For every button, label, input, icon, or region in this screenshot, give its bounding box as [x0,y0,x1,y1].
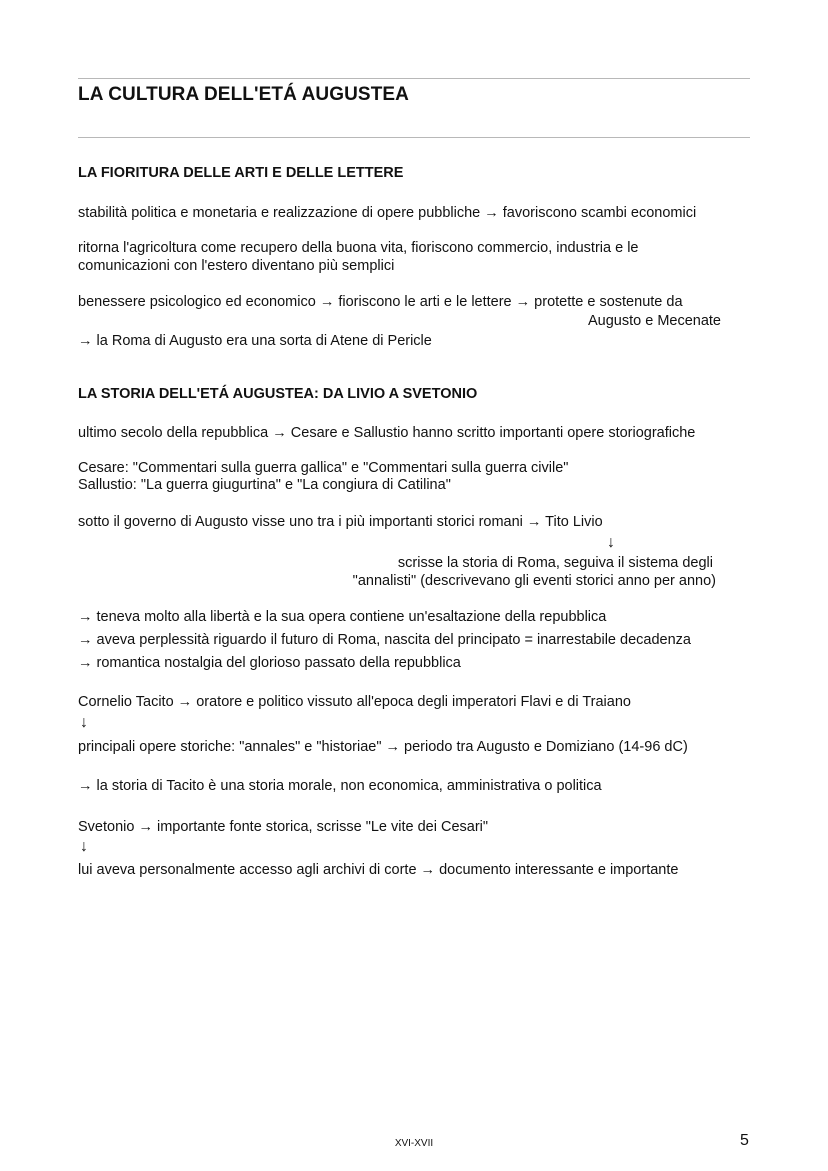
section-heading-storia: LA STORIA DELL'ETÁ AUGUSTEA: DA LIVIO A SVETONIO [78,386,478,402]
list-item: → aveva perplessità riguardo il futuro di Roma, nascita del principato = inarrestabile decadenza [78,632,691,648]
list-item: → romantica nostalgia del glorioso passato della repubblica [78,655,461,671]
indented-note-line: scrisse la storia di Roma, seguiva il sistema degli [397,555,713,571]
down-arrow-icon: ↓ [607,534,615,551]
paragraph: Cornelio Tacito → oratore e politico vissuto all'epoca degli imperatori Flavi e di Traiano [78,694,631,710]
list-item: → teneva molto alla libertà e la sua opera contiene un'esaltazione della repubblica [78,609,607,625]
paragraph: benessere psicologico ed economico → fioriscono le arti e le lettere → protette e sostenute da [78,294,683,310]
top-rule [78,78,750,79]
section-heading-fioritura: LA FIORITURA DELLE ARTI E DELLE LETTERE [78,165,404,181]
paragraph: Sallustio: "La guerra giugurtina" e "La congiura di Catilina" [78,477,451,493]
title-rule [78,137,750,138]
paragraph: ultimo secolo della repubblica → Cesare e Sallustio hanno scritto importanti opere storiografiche [78,425,696,441]
page-number: 5 [740,1132,749,1149]
page-title: LA CULTURA DELL'ETÁ AUGUSTEA [78,84,409,105]
indented-continuation: Augusto e Mecenate [587,313,721,329]
down-arrow-icon: ↓ [80,838,88,855]
paragraph: → la storia di Tacito è una storia morale, non economica, amministrativa o politica [78,778,602,794]
down-arrow-icon: ↓ [80,714,88,731]
footer-section-label: XVI-XVII [394,1138,434,1149]
paragraph: → la Roma di Augusto era una sorta di Atene di Pericle [78,333,432,349]
paragraph: ritorna l'agricoltura come recupero della buona vita, fioriscono commercio, industria e le [78,240,639,256]
paragraph: stabilità politica e monetaria e realizzazione di opere pubbliche → favoriscono scambi economici [78,205,697,221]
paragraph: sotto il governo di Augusto visse uno tra i più importanti storici romani → Tito Livio [78,514,603,530]
paragraph: Cesare: "Commentari sulla guerra gallica" e "Commentari sulla guerra civile" [78,460,569,476]
indented-note-line: "annalisti" (descrivevano gli eventi storici anno per anno) [352,573,716,589]
paragraph: Svetonio → importante fonte storica, scrisse "Le vite dei Cesari" [78,819,489,835]
paragraph: lui aveva personalmente accesso agli archivi di corte → documento interessante e importante [78,862,679,878]
paragraph: comunicazioni con l'estero diventano più semplici [78,258,395,274]
paragraph: principali opere storiche: "annales" e "historiae" → periodo tra Augusto e Domiziano (14-96 dC) [78,739,688,755]
